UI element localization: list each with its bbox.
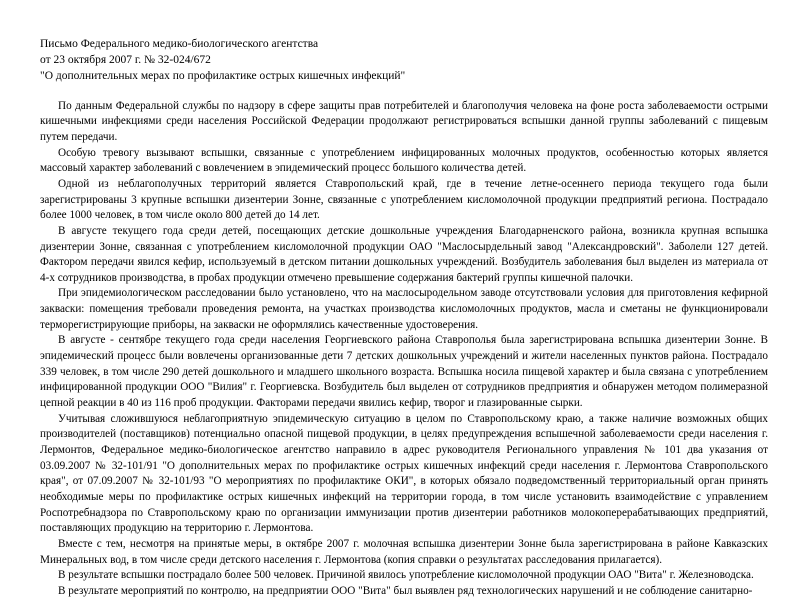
paragraph-vita-result: В результате вспышки пострадало более 500 человек. Причиной явилось употребление кисломолочной продукции ОАО "Вита" г. Железноводска. — [58, 569, 754, 582]
header-title-line: "О дополнительных мерах по профилактике острых кишечных инфекций" — [40, 70, 406, 83]
paragraph-georgievsk: В августе - сентябре текущего года среди населения Георгиевского района Ставрополья была зарегистрирована вспышка дизентерии Зонне. В эпидемический процесс были вовлечены организованные дети 7 детских дошкольных учреждений и жители населенных пунктов района. Пострадало 339 человек, в том числе 290 детей дошкольного и младшего школьного возраста. Вспышка носила пищевой характер и была связана с употреблением инфицированной продукции ООО "Вилия" г. Георгиевска. Возбудитель был выделен от сотрудников предприятия и обнаружен методом полимеразной цепной реакции в 40 из 116 проб продукции. Факторами передачи явились кефир, творог и глазированные сырки. — [40, 334, 768, 410]
document-body — [40, 99, 768, 600]
paragraph-lermontov-measures: Учитывая сложившуюся неблагоприятную эпидемическую ситуацию в целом по Ставропольскому краю, а также наличие возможных общих производителей (поставщиков) потенциально опасной пищевой продукции, в целях предупреждения вспышечной заболеваемости среди населения г. Лермонтов, Федеральное медико-биологическое агентство направило в адрес руководителя Регионального управления № 101 два указания от 03.09.2007 № 32-101/91 "О дополнительных мерах по профилактике острых кишечных инфекций среди населения г. Лермонтова Ставропольского края", от 07.09.2007 № 32-101/93 "О мероприятиях по профилактике ОКИ", в которых обязало подведомственный территориальный орган принять необходимые меры по профилактике острых кишечных инфекций на территории города, в том числе установить взаимодействие с управлением Роспотребнадзора по Ставропольскому краю по организации иммунизации против дизентерии работников молокоперерабатывающих предприятий, поставляющих продукцию на территорию г. Лермонтова. — [40, 412, 768, 535]
paragraph-stavropol: Одной из неблагополучных территорий является Ставропольский край, где в течение летне-осеннего периода текущего года были зарегистрированы 3 крупные вспышки дизентерии Зонне, связанные с употреблением кисломолочной продукции предприятий региона. Пострадало более 1000 человек, в том числе около 800 детей до 14 лет. — [40, 177, 768, 222]
paragraph-dairy-concern: Особую тревогу вызывают вспышки, связанные с употреблением инфицированных молочных продуктов, особенностью которых является массовый характер заболеваний с вовлечением в эпидемический процесс большого количества детей. — [40, 146, 768, 175]
paragraph-investigation: При эпидемиологическом расследовании было установлено, что на маслосыродельном заводе отсутствовали условия для приготовления кефирной закваски: помещения требовали проведения ремонта, на участках производства кисломолочных продуктов, масла и сметаны не функционировали терморегистрирующие приборы, на закваски не оформлялись качественные удостоверения. — [40, 287, 768, 331]
paragraph-august-outbreak: В августе текущего года среди детей, посещающих детские дошкольные учреждения Благодарненского района, возникла крупная вспышка дизентерии Зонне, связанная с употреблением кисломолочной продукции ОАО "Маслосырдельный завод "Александровский". Заболели 127 детей. Фактором передачи явился кефир, используемый в детском питании дошкольных учреждений. Возбудитель заболевания был выделен из материала от 4-х сотрудников производства, в пробах продукции отмечено превышение содержания бактерий группы кишечной палочки. — [40, 224, 768, 284]
paragraph-intro: По данным Федеральной службы по надзору в сфере защиты прав потребителей и благополучия человека на фоне роста заболеваемости острыми кишечными инфекциями среди населения Российской Федерации продолжают регистрироваться вспышки данной группы заболеваний с пищевым путем передачи. — [40, 99, 768, 143]
header-agency-line: Письмо Федерального медико-биологического агентства — [40, 38, 319, 50]
header-date-number-line: от 23 октября 2007 г. № 32-024/672 — [40, 54, 211, 67]
paragraph-october-outbreak: Вместе с тем, несмотря на принятые меры, в октябре 2007 г. молочная вспышка дизентерии Зонне была зарегистрирована в районе Кавказских Минеральных вод, в том числе среди детского населения г. Лермонтова (копия справки о результатах расследования прилагается). — [40, 537, 768, 566]
document-page — [40, 36, 768, 600]
document-header — [40, 36, 768, 85]
paragraph-control-measures: В результате мероприятий по контролю, на предприятии ООО "Вита" был выявлен ряд технологических нарушений и не соблюдение санитарно- — [58, 584, 753, 597]
